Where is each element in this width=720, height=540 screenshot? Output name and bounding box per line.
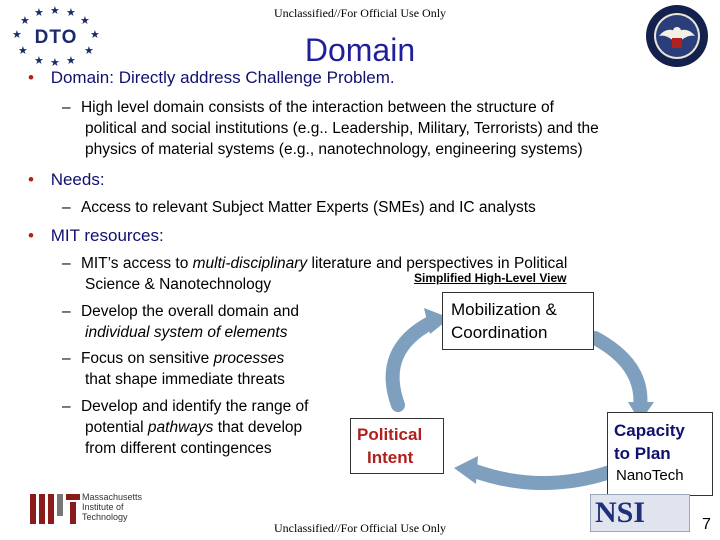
box-mobilization <box>442 292 594 350</box>
mit-sub-2-line-1: Develop the overall domain and <box>80 303 299 320</box>
mit-sub-4 <box>62 396 308 417</box>
page-number: 7 <box>702 516 711 533</box>
diagram-heading: Simplified High-Level View <box>414 271 567 285</box>
political-line-1: Political <box>357 425 423 444</box>
mit-name-line-2: Institute of <box>82 502 124 512</box>
mobilization-line-2: Coordination <box>451 323 548 342</box>
arrow-bottom-head <box>454 456 478 484</box>
page-title: Domain <box>304 32 416 68</box>
mit-sub-2-line-2: individual system of elements <box>85 324 288 341</box>
bullet-domain <box>28 68 395 88</box>
svg-text:★: ★ <box>50 4 60 17</box>
capacity-line-2: to Plan <box>614 444 671 463</box>
mit-sub-3 <box>62 348 284 369</box>
political-line-2: Intent <box>367 448 414 467</box>
bullet-mit-term: MIT resources: <box>50 226 164 245</box>
arrow-left <box>393 322 432 405</box>
sub-bullet-dash: – <box>62 99 71 116</box>
mit-sub-4-line-1: Develop and identify the range of <box>80 398 309 415</box>
svg-text:★: ★ <box>90 28 100 41</box>
sub-bullet-dash: – <box>62 398 71 415</box>
mit-sub-4-text-a: potential <box>85 419 148 436</box>
bullet-marker: • <box>28 170 34 189</box>
domain-sub-line-2: political and social institutions (e.g.. Leadership, Military, Terrorists) and the <box>85 120 599 137</box>
svg-text:★: ★ <box>80 14 90 27</box>
domain-sub-line-3: physics of material systems (e.g., nanotechnology, engineering systems) <box>85 141 583 158</box>
bullet-mit-resources <box>28 226 164 246</box>
mit-sub-4-text-b: pathways <box>147 419 214 436</box>
mit-sub-4-line-2 <box>85 417 302 438</box>
svg-text:★: ★ <box>66 6 76 19</box>
mit-sub-4-text-c: that develop <box>213 419 303 436</box>
dto-logo-text: DTO <box>34 27 78 48</box>
needs-sub-line-1: Access to relevant Subject Matter Experts (SMEs) and IC analysts <box>80 199 536 216</box>
bullet-domain-term: Domain <box>50 68 110 87</box>
capacity-line-1: Capacity <box>614 421 685 440</box>
svg-text:★: ★ <box>18 44 28 57</box>
svg-text:★: ★ <box>84 44 94 57</box>
nsi-logo <box>590 494 690 532</box>
mit-sub-3-text-a: Focus on sensitive <box>80 350 214 367</box>
bullet-marker: • <box>28 68 34 87</box>
mit-sub-4-line-3: from different contingences <box>85 440 272 457</box>
arrow-right <box>595 338 640 408</box>
mit-name <box>82 492 142 522</box>
arrow-bottom <box>472 470 610 483</box>
mit-sub-3-text-b: processes <box>213 350 285 367</box>
sub-bullet-domain <box>62 97 554 118</box>
sub-bullet-dash: – <box>62 199 71 216</box>
mit-sub-3-line-2: that shape immediate threats <box>85 371 285 388</box>
bullet-marker: • <box>28 226 34 245</box>
mit-sub-1-text-c: literature and perspectives in Political <box>307 255 568 272</box>
classification-banner-bottom: Unclassified//For Official Use Only <box>273 521 447 535</box>
sub-bullet-dash: – <box>62 255 71 272</box>
bullet-needs <box>28 170 105 190</box>
mit-sub-1-line-2: Science & Nanotechnology <box>85 276 272 293</box>
svg-text:★: ★ <box>12 28 22 41</box>
mit-sub-1-text-b: multi-disciplinary <box>192 255 308 272</box>
mit-name-line-3: Technology <box>82 512 128 522</box>
svg-text:★: ★ <box>34 6 44 19</box>
nsi-logo-text: NSI <box>595 496 646 529</box>
sub-bullet-dash: – <box>62 303 71 320</box>
mit-sub-1-text-a: MIT’s access to <box>80 255 193 272</box>
bullet-needs-term: Needs: <box>50 170 105 189</box>
svg-text:★: ★ <box>50 56 60 69</box>
mit-sub-2 <box>62 301 299 322</box>
mobilization-line-1: Mobilization & <box>451 300 557 319</box>
svg-text:★: ★ <box>34 54 44 67</box>
svg-text:★: ★ <box>66 54 76 67</box>
bullet-domain-text: : Directly address Challenge Problem. <box>109 68 395 87</box>
nanotech-label: NanoTech <box>616 467 684 484</box>
sub-bullet-dash: – <box>62 350 71 367</box>
sub-bullet-needs <box>62 197 536 218</box>
classification-banner-top: Unclassified//For Official Use Only <box>273 6 447 20</box>
domain-sub-line-1: High level domain consists of the interaction between the structure of <box>80 99 554 116</box>
box-capacity <box>607 412 713 496</box>
svg-text:★: ★ <box>20 14 30 27</box>
box-political-intent <box>350 418 444 474</box>
mit-name-line-1: Massachusetts <box>82 492 143 502</box>
